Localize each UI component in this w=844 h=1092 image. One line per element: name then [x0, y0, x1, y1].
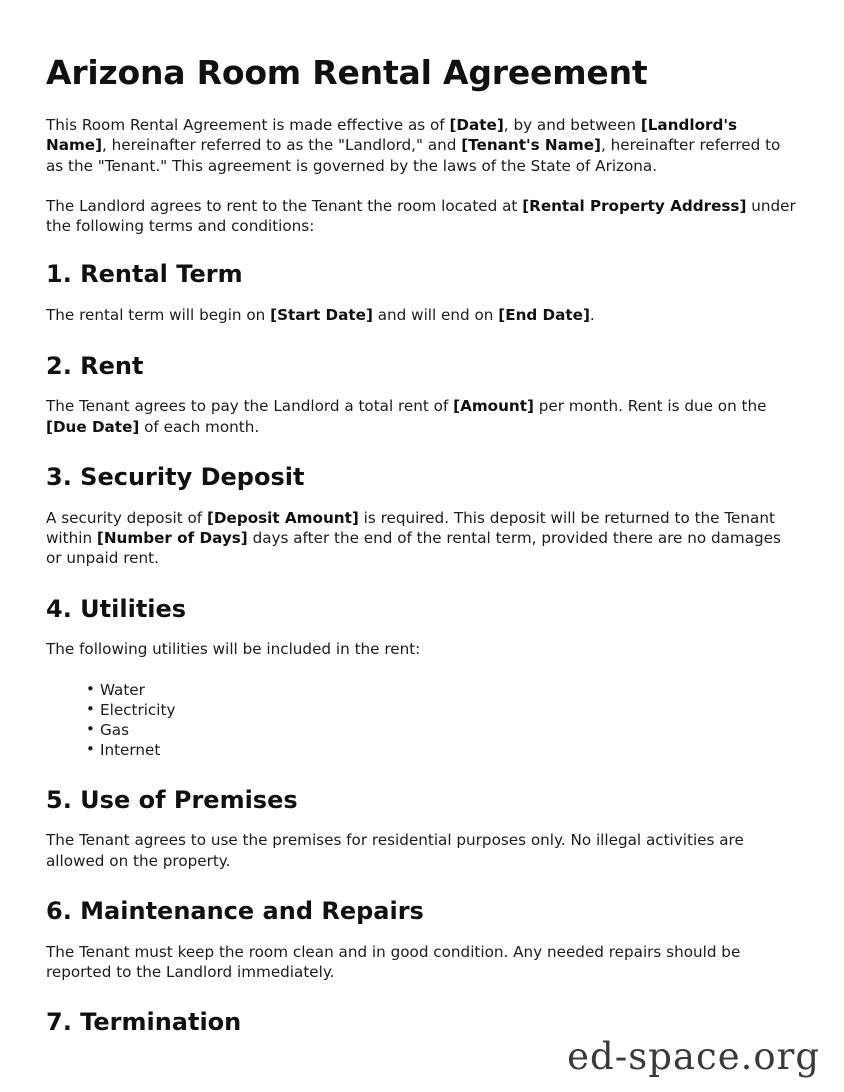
text-run: . [589, 306, 595, 325]
text-run: The following utilities will be included in the rent: [46, 640, 421, 659]
section-heading: 5. Use of Premises [46, 785, 298, 814]
placeholder-field: [Start Date] [270, 306, 373, 325]
list-item: • Gas [86, 720, 796, 740]
list-item: • Water [86, 680, 796, 700]
text-run: and will end on [372, 306, 499, 325]
placeholder-field: [Landlord's Name] [46, 115, 738, 155]
placeholder-field: [Tenant's Name] [461, 136, 601, 155]
intro-paragraph [46, 115, 796, 176]
section-paragraph [46, 830, 796, 871]
placeholder-field: [Number of Days] [96, 529, 248, 547]
list-item: • Electricity [86, 700, 796, 720]
text-run: The Tenant must keep the room clean and in good condition. Any needed repairs should be reported to the Landlord immediately. [46, 942, 741, 982]
placeholder-field: [Rental Property Address] [522, 196, 747, 215]
page-title: Arizona Room Rental Agreement [46, 53, 648, 92]
intro-paragraphs [46, 115, 796, 236]
section-heading: 2. Rent [46, 351, 144, 380]
placeholder-field: [End Date] [498, 306, 590, 325]
section-paragraph [46, 508, 796, 569]
text-run: The rental term will begin on [46, 306, 271, 325]
placeholder-field: [Date] [449, 115, 504, 134]
text-run: The Landlord agrees to rent to the Tenant the room located at [46, 196, 523, 215]
section-paragraph [46, 942, 796, 983]
text-run: This Room Rental Agreement is made effective as of [46, 115, 450, 134]
text-run: of each month. [139, 417, 260, 436]
section-paragraph [46, 396, 796, 437]
intro-paragraph [46, 196, 796, 237]
text-run: , hereinafter referred to as the "Tenant." This agreement is governed by the laws of the State of Arizona. [46, 136, 781, 175]
section-heading: 4. Utilities [46, 594, 187, 623]
section-heading: 6. Maintenance and Repairs [46, 897, 424, 926]
section-paragraph [46, 305, 796, 325]
text-run: , hereinafter referred to as the "Landlord," and [102, 136, 462, 155]
section-heading: 7. Termination [46, 1008, 242, 1037]
text-run: is required. This deposit will be returned to the Tenant within [46, 508, 775, 547]
text-run: The Tenant agrees to pay the Landlord a total rent of [46, 397, 454, 416]
text-run: The Tenant agrees to use the premises for residential purposes only. No illegal activities are allowed on the property. [46, 831, 744, 870]
text-run: , by and between [503, 115, 641, 134]
placeholder-field: [Amount] [453, 397, 534, 416]
placeholder-field: [Due Date] [46, 417, 140, 436]
list-item: • Internet [86, 740, 796, 760]
section-heading: 3. Security Deposit [46, 462, 305, 491]
placeholder-field: [Deposit Amount] [206, 508, 359, 527]
section-heading: 1. Rental Term [46, 260, 243, 289]
utilities-list [46, 680, 796, 760]
text-run: under the following terms and conditions: [46, 196, 796, 236]
text-run: per month. Rent is due on the [533, 397, 767, 416]
text-run: A security deposit of [46, 508, 207, 527]
watermark: ed-space.org [567, 1035, 820, 1078]
document-sections [46, 260, 796, 1037]
text-run: days after the end of the rental term, provided there are no damages or unpaid rent. [46, 529, 781, 568]
section-paragraph [46, 639, 796, 659]
